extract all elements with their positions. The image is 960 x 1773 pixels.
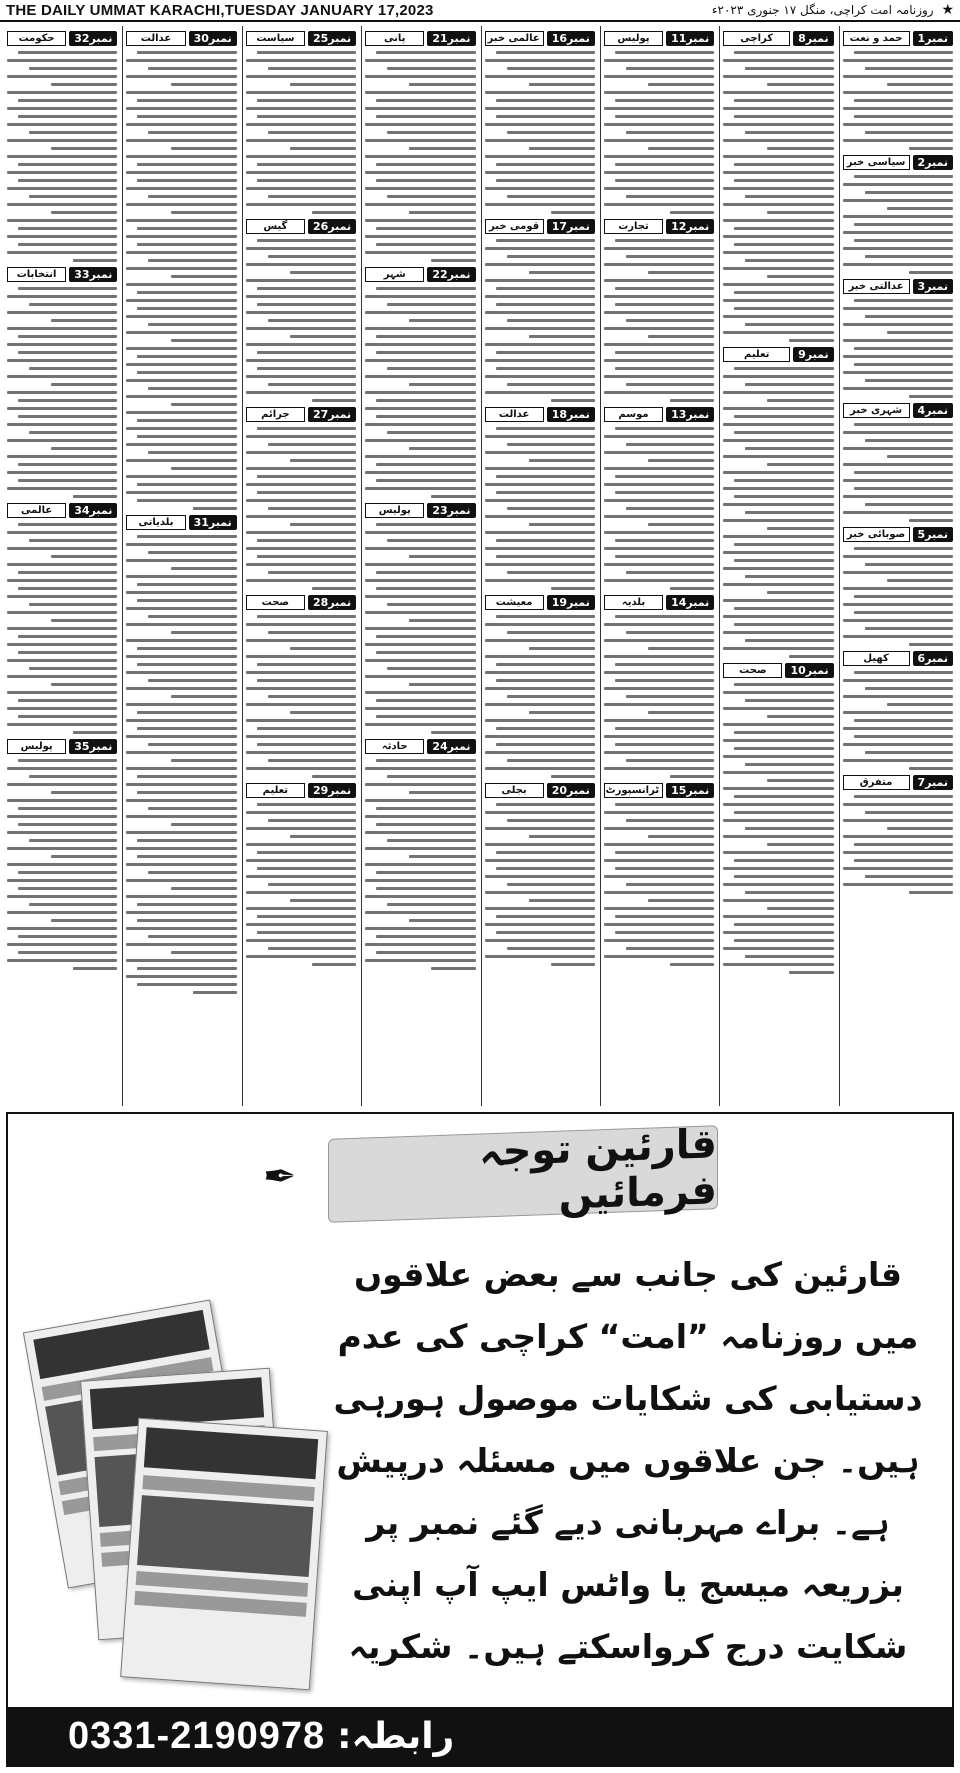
classified-item	[604, 783, 714, 966]
item-number: نمبر31	[189, 515, 237, 530]
item-headline: انتخابات	[7, 267, 66, 282]
item-number: نمبر21	[427, 31, 475, 46]
column	[839, 26, 956, 1106]
item-number: نمبر9	[793, 347, 834, 362]
item-headline: عالمی	[7, 503, 66, 518]
item-headline: عدالت	[485, 407, 544, 422]
item-headline: تجارت	[604, 219, 663, 234]
item-number: نمبر5	[913, 527, 954, 542]
classified-item	[843, 31, 953, 150]
pen-icon: ✒	[263, 1154, 297, 1200]
item-number: نمبر23	[427, 503, 475, 518]
classified-item	[126, 515, 236, 994]
item-headline: موسم	[604, 407, 663, 422]
item-headline: حمد و نعت	[843, 31, 910, 46]
classified-item	[365, 503, 475, 734]
item-headline: کھیل	[843, 651, 910, 666]
classified-item	[723, 31, 833, 342]
classified-item	[843, 279, 953, 398]
item-headline: تعلیم	[723, 347, 790, 362]
readers-notice	[6, 1112, 954, 1767]
item-number: نمبر18	[547, 407, 595, 422]
column	[719, 26, 836, 1106]
item-headline: پولیس	[365, 503, 424, 518]
item-headline: عدالت	[126, 31, 185, 46]
column	[361, 26, 478, 1106]
item-headline: تعلیم	[246, 783, 305, 798]
item-number: نمبر7	[913, 775, 954, 790]
notice-body: قارئین کی جانب سے بعض علاقوں میں روزنامہ ”امت“ کراچی کی عدم دستیابی کی شکایات موصول ہورہی ہیں۔ جن علاقوں میں مسئلہ درپیش ہے۔ براے مہربانی دیے گئے نمبر پر بزریعہ میسج یا واٹس ایپ آپ اپنی شکایت درج کرواسکتے ہیں۔ شکریہ	[333, 1255, 923, 1666]
contact-phone[interactable]: 0331-2190978	[68, 1714, 326, 1757]
item-headline: پولیس	[7, 739, 66, 754]
classified-item	[843, 775, 953, 894]
item-number: نمبر17	[547, 219, 595, 234]
item-headline: پانی	[365, 31, 424, 46]
item-headline: کراچی	[723, 31, 790, 46]
item-number: نمبر26	[308, 219, 356, 234]
item-number: نمبر6	[913, 651, 954, 666]
contact-bar	[8, 1707, 952, 1765]
item-headline: بجلی	[485, 783, 544, 798]
item-number: نمبر33	[69, 267, 117, 282]
classified-item	[604, 31, 714, 214]
item-number: نمبر20	[547, 783, 595, 798]
item-number: نمبر34	[69, 503, 117, 518]
item-headline: صحت	[723, 663, 782, 678]
classified-item	[7, 503, 117, 734]
classified-item	[365, 267, 475, 498]
classified-item	[485, 407, 595, 590]
item-headline: پولیس	[604, 31, 663, 46]
item-headline: صحت	[246, 595, 305, 610]
classified-item	[485, 219, 595, 402]
item-headline: بلدیاتی	[126, 515, 185, 530]
classified-item	[485, 783, 595, 966]
item-number: نمبر19	[547, 595, 595, 610]
item-headline: گیس	[246, 219, 305, 234]
classified-item	[604, 219, 714, 402]
item-headline: شہری خبر	[843, 403, 910, 418]
column	[4, 26, 120, 1106]
classified-item	[723, 347, 833, 658]
classified-item	[246, 407, 356, 590]
classified-item	[365, 739, 475, 970]
classified-item	[246, 783, 356, 966]
item-number: نمبر13	[666, 407, 714, 422]
classified-item	[485, 31, 595, 214]
item-headline: جرائم	[246, 407, 305, 422]
news-columns	[0, 26, 960, 1106]
classified-item	[843, 651, 953, 770]
item-number: نمبر30	[189, 31, 237, 46]
classified-item	[246, 219, 356, 402]
masthead-urdu	[712, 2, 954, 18]
classified-item	[7, 739, 117, 970]
item-number: نمبر32	[69, 31, 117, 46]
item-number: نمبر28	[308, 595, 356, 610]
item-number: نمبر3	[913, 279, 954, 294]
item-number: نمبر11	[666, 31, 714, 46]
classified-item	[246, 31, 356, 214]
item-number: نمبر12	[666, 219, 714, 234]
classified-item	[843, 155, 953, 274]
item-number: نمبر25	[308, 31, 356, 46]
item-headline: ٹرانسپورٹ	[604, 783, 663, 798]
column	[481, 26, 598, 1106]
item-headline: قومی خبر	[485, 219, 544, 234]
contact-label: رابطہ:	[337, 1715, 455, 1757]
item-number: نمبر35	[69, 739, 117, 754]
item-number: نمبر1	[913, 31, 954, 46]
item-headline: عدالتی خبر	[843, 279, 910, 294]
column	[242, 26, 359, 1106]
item-number: نمبر14	[666, 595, 714, 610]
item-headline: بلدیہ	[604, 595, 663, 610]
masthead-english: THE DAILY UMMAT KARACHI,TUESDAY JANUARY 17,2023	[6, 1, 434, 19]
masthead-urdu-text: روزنامہ امت کراچی، منگل ۱۷ جنوری ۲۰۲۳ء	[711, 3, 934, 17]
classified-item	[7, 267, 117, 498]
newspaper-image	[120, 1418, 328, 1691]
item-headline: حادثہ	[365, 739, 424, 754]
item-number: نمبر4	[913, 403, 954, 418]
item-headline: صوبائی خبر	[843, 527, 910, 542]
item-headline: سیاست	[246, 31, 305, 46]
item-number: نمبر2	[913, 155, 954, 170]
classified-item	[485, 595, 595, 778]
item-headline: حکومت	[7, 31, 66, 46]
classified-item	[126, 31, 236, 510]
classified-item	[843, 403, 953, 522]
newspaper-illustration	[44, 1314, 324, 1694]
item-headline: متفرق	[843, 775, 910, 790]
item-headline: سیاسی خبر	[843, 155, 910, 170]
item-headline: معیشت	[485, 595, 544, 610]
classified-item	[604, 595, 714, 778]
notice-banner	[328, 1121, 718, 1223]
classified-item	[843, 527, 953, 646]
classified-item	[723, 663, 833, 974]
item-number: نمبر24	[427, 739, 475, 754]
star-icon: ★	[941, 2, 954, 18]
item-number: نمبر16	[547, 31, 595, 46]
masthead	[0, 0, 960, 22]
item-headline: شہر	[365, 267, 424, 282]
item-number: نمبر8	[793, 31, 834, 46]
classified-item	[7, 31, 117, 262]
notice-title: قارئین توجہ فرمائیں	[479, 1121, 717, 1219]
item-number: نمبر27	[308, 407, 356, 422]
item-number: نمبر10	[785, 663, 833, 678]
item-headline: عالمی خبر	[485, 31, 544, 46]
column	[600, 26, 717, 1106]
classified-item	[604, 407, 714, 590]
item-number: نمبر29	[308, 783, 356, 798]
item-number: نمبر22	[427, 267, 475, 282]
column	[122, 26, 239, 1106]
item-number: نمبر15	[666, 783, 714, 798]
classified-item	[365, 31, 475, 262]
classified-item	[246, 595, 356, 778]
